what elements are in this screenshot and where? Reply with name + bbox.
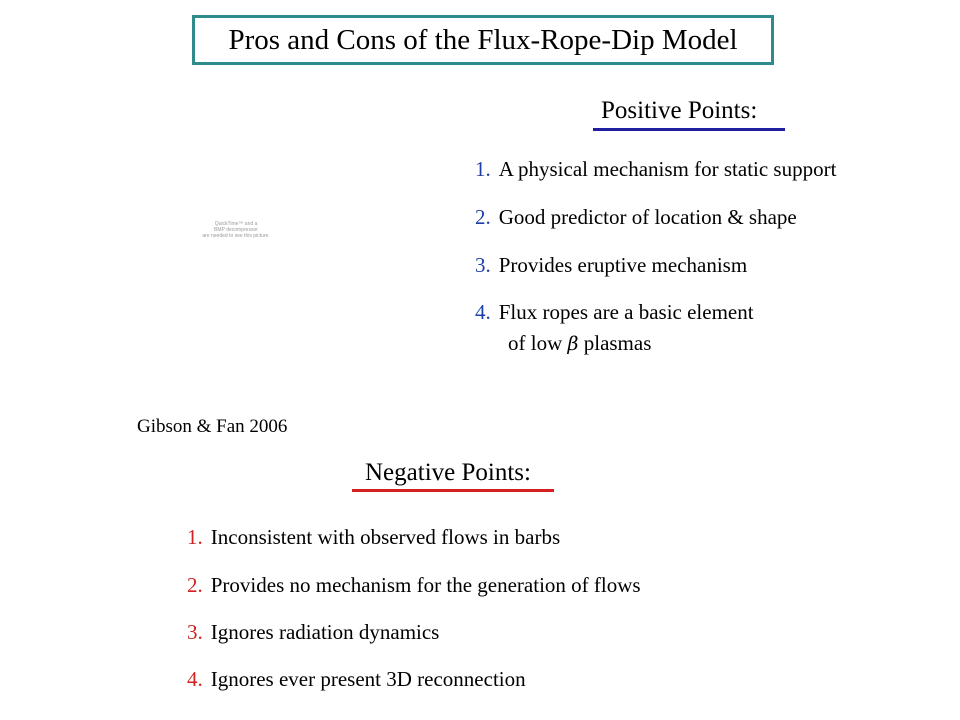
positive-item: [475, 203, 797, 231]
placeholder-line: QuickTime™ and a: [214, 221, 258, 227]
positive-item-number: 3.: [475, 253, 491, 277]
positive-item-number: 1.: [475, 157, 491, 181]
negative-item-text: Provides no mechanism for the generation of flows: [210, 573, 641, 597]
beta-symbol: β: [567, 333, 579, 355]
slide-title-text: Pros and Cons of the Flux-Rope-Dip Model: [228, 23, 738, 56]
negative-item-text: Ignores ever present 3D reconnection: [210, 667, 526, 691]
placeholder-line: BMP decompressor: [214, 227, 258, 233]
positive-item: [475, 251, 747, 279]
positive-item-text: Provides eruptive mechanism: [498, 253, 748, 277]
positive-item-number: 4.: [475, 300, 491, 324]
negative-item: [187, 523, 560, 551]
positive-item: [475, 298, 754, 326]
positive-item: [475, 155, 836, 183]
negative-item-text: Ignores radiation dynamics: [210, 620, 440, 644]
negative-item-number: 2.: [187, 573, 203, 597]
placeholder-line: are needed to see this picture.: [202, 233, 270, 239]
negative-item: [187, 571, 641, 599]
positive-item-number: 2.: [475, 205, 491, 229]
positive-heading: Positive Points:: [601, 97, 758, 124]
continuation-suffix: plasmas: [578, 331, 652, 355]
figure-citation: Gibson & Fan 2006: [137, 416, 288, 437]
positive-item-text: A physical mechanism for static support: [498, 157, 837, 181]
positive-underline: [593, 128, 785, 131]
positive-item-continuation: [508, 329, 651, 358]
negative-item-number: 1.: [187, 525, 203, 549]
negative-heading: Negative Points:: [365, 459, 531, 486]
negative-item-number: 3.: [187, 620, 203, 644]
negative-item-text: Inconsistent with observed flows in barbs: [210, 525, 561, 549]
positive-item-text: Flux ropes are a basic element: [498, 300, 754, 324]
negative-item: [187, 665, 526, 693]
negative-underline: [352, 489, 554, 492]
negative-item-number: 4.: [187, 667, 203, 691]
continuation-prefix: of low: [508, 331, 568, 355]
negative-item: [187, 618, 439, 646]
slide-title: [192, 15, 774, 65]
positive-item-text: Good predictor of location & shape: [498, 205, 797, 229]
figure-placeholder: [193, 221, 279, 249]
